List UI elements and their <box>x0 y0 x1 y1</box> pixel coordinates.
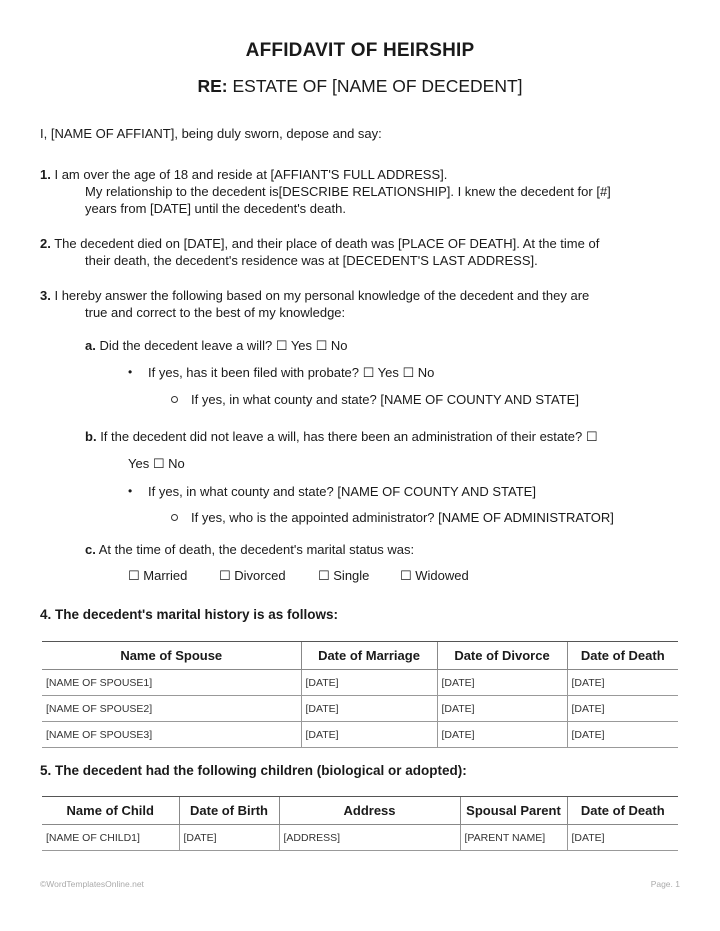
item-3a-bullet: If yes, has it been filed with probate? ☐ Yes ☐ No <box>148 365 435 380</box>
table-cell: [PARENT NAME] <box>460 825 567 851</box>
table-cell: [DATE] <box>567 825 678 851</box>
item-3a-label: a. <box>85 338 96 353</box>
section-5-heading: 5. The decedent had the following children (biological or adopted): <box>40 763 467 778</box>
table-cell: [NAME OF CHILD1] <box>42 825 179 851</box>
item-1-number: 1. <box>40 167 51 182</box>
item-3a-text: Did the decedent leave a will? ☐ Yes ☐ No <box>99 338 348 353</box>
status-option-married[interactable]: ☐ Married <box>128 568 188 583</box>
item-3b-bullet: If yes, in what county and state? [NAME OF COUNTY AND STATE] <box>148 484 536 499</box>
item-3-line1: I hereby answer the following based on my personal knowledge of the decedent and they are <box>54 288 590 303</box>
table-header: Name of Child <box>42 797 179 825</box>
table-row <box>42 670 678 696</box>
item-3 <box>40 287 589 304</box>
document-subtitle <box>0 76 720 97</box>
item-3b-label: b. <box>85 429 97 444</box>
document-title: AFFIDAVIT OF HEIRSHIP <box>245 40 475 61</box>
table-cell: [DATE] <box>301 670 437 696</box>
table-cell: [DATE] <box>567 722 678 748</box>
table-cell: [DATE] <box>437 696 567 722</box>
item-1 <box>40 166 447 183</box>
table-cell: [NAME OF SPOUSE2] <box>42 696 301 722</box>
circle-bullet-icon <box>171 396 178 403</box>
item-2-number: 2. <box>40 236 51 251</box>
table-cell: [DATE] <box>301 696 437 722</box>
table-header-row <box>42 797 678 825</box>
table-header-row <box>42 642 678 670</box>
item-1-line2: My relationship to the decedent is[DESCRIBE RELATIONSHIP]. I knew the decedent for [#] <box>85 184 611 199</box>
subtitle-prefix: RE: <box>197 76 228 96</box>
table-header: Date of Divorce <box>437 642 567 670</box>
item-3b <box>85 428 597 445</box>
section-4-heading: 4. The decedent's marital history is as follows: <box>40 607 339 622</box>
item-3a-sub: If yes, in what county and state? [NAME OF COUNTY AND STATE] <box>191 392 579 407</box>
item-1-line1: I am over the age of 18 and reside at [AFFIANT'S FULL ADDRESS]. <box>54 167 448 182</box>
table-header: Address <box>279 797 460 825</box>
footer-page-number: Page. 1 <box>650 879 680 889</box>
table-row <box>42 825 678 851</box>
table-cell: [DATE] <box>437 670 567 696</box>
intro-text: I, [NAME OF AFFIANT], being duly sworn, depose and say: <box>40 126 382 141</box>
item-3b-sub: If yes, who is the appointed administrator? [NAME OF ADMINISTRATOR] <box>191 510 614 525</box>
table-cell: [ADDRESS] <box>279 825 460 851</box>
item-1-line3: years from [DATE] until the decedent's death. <box>85 201 346 216</box>
table-row <box>42 722 678 748</box>
table-header: Date of Death <box>567 797 678 825</box>
table-cell: [DATE] <box>567 696 678 722</box>
table-cell: [DATE] <box>301 722 437 748</box>
item-2-line1: The decedent died on [DATE], and their place of death was [PLACE OF DEATH]. At the time of <box>54 236 600 251</box>
item-3b-text2: Yes ☐ No <box>128 456 185 471</box>
item-3-line2: true and correct to the best of my knowledge: <box>85 305 346 320</box>
marital-history-table <box>42 641 678 748</box>
status-option-single[interactable]: ☐ Single <box>318 568 370 583</box>
status-option-widowed[interactable]: ☐ Widowed <box>400 568 469 583</box>
table-cell: [DATE] <box>437 722 567 748</box>
table-header: Date of Birth <box>179 797 279 825</box>
table-header: Date of Death <box>567 642 678 670</box>
bullet-icon: • <box>128 365 133 379</box>
circle-bullet-icon <box>171 514 178 521</box>
table-header: Date of Marriage <box>301 642 437 670</box>
children-table <box>42 796 678 851</box>
item-2-line2: their death, the decedent's residence was at [DECEDENT'S LAST ADDRESS]. <box>85 253 538 268</box>
item-3b-text1: If the decedent did not leave a will, has there been an administration of their estate? ☐ <box>100 429 598 444</box>
subtitle-text: ESTATE OF [NAME OF DECEDENT] <box>232 76 523 96</box>
table-cell: [DATE] <box>567 670 678 696</box>
item-3c-label: c. <box>85 542 96 557</box>
item-2 <box>40 235 599 252</box>
bullet-icon: • <box>128 484 133 498</box>
item-3c <box>85 541 414 558</box>
table-cell: [NAME OF SPOUSE1] <box>42 670 301 696</box>
table-row <box>42 696 678 722</box>
table-header: Spousal Parent <box>460 797 567 825</box>
item-3-number: 3. <box>40 288 51 303</box>
table-cell: [DATE] <box>179 825 279 851</box>
footer-copyright: ©WordTemplatesOnline.net <box>40 879 144 889</box>
table-cell: [NAME OF SPOUSE3] <box>42 722 301 748</box>
status-option-divorced[interactable]: ☐ Divorced <box>219 568 286 583</box>
table-header: Name of Spouse <box>42 642 301 670</box>
item-3c-text: At the time of death, the decedent's marital status was: <box>98 542 415 557</box>
item-3a <box>85 337 348 354</box>
